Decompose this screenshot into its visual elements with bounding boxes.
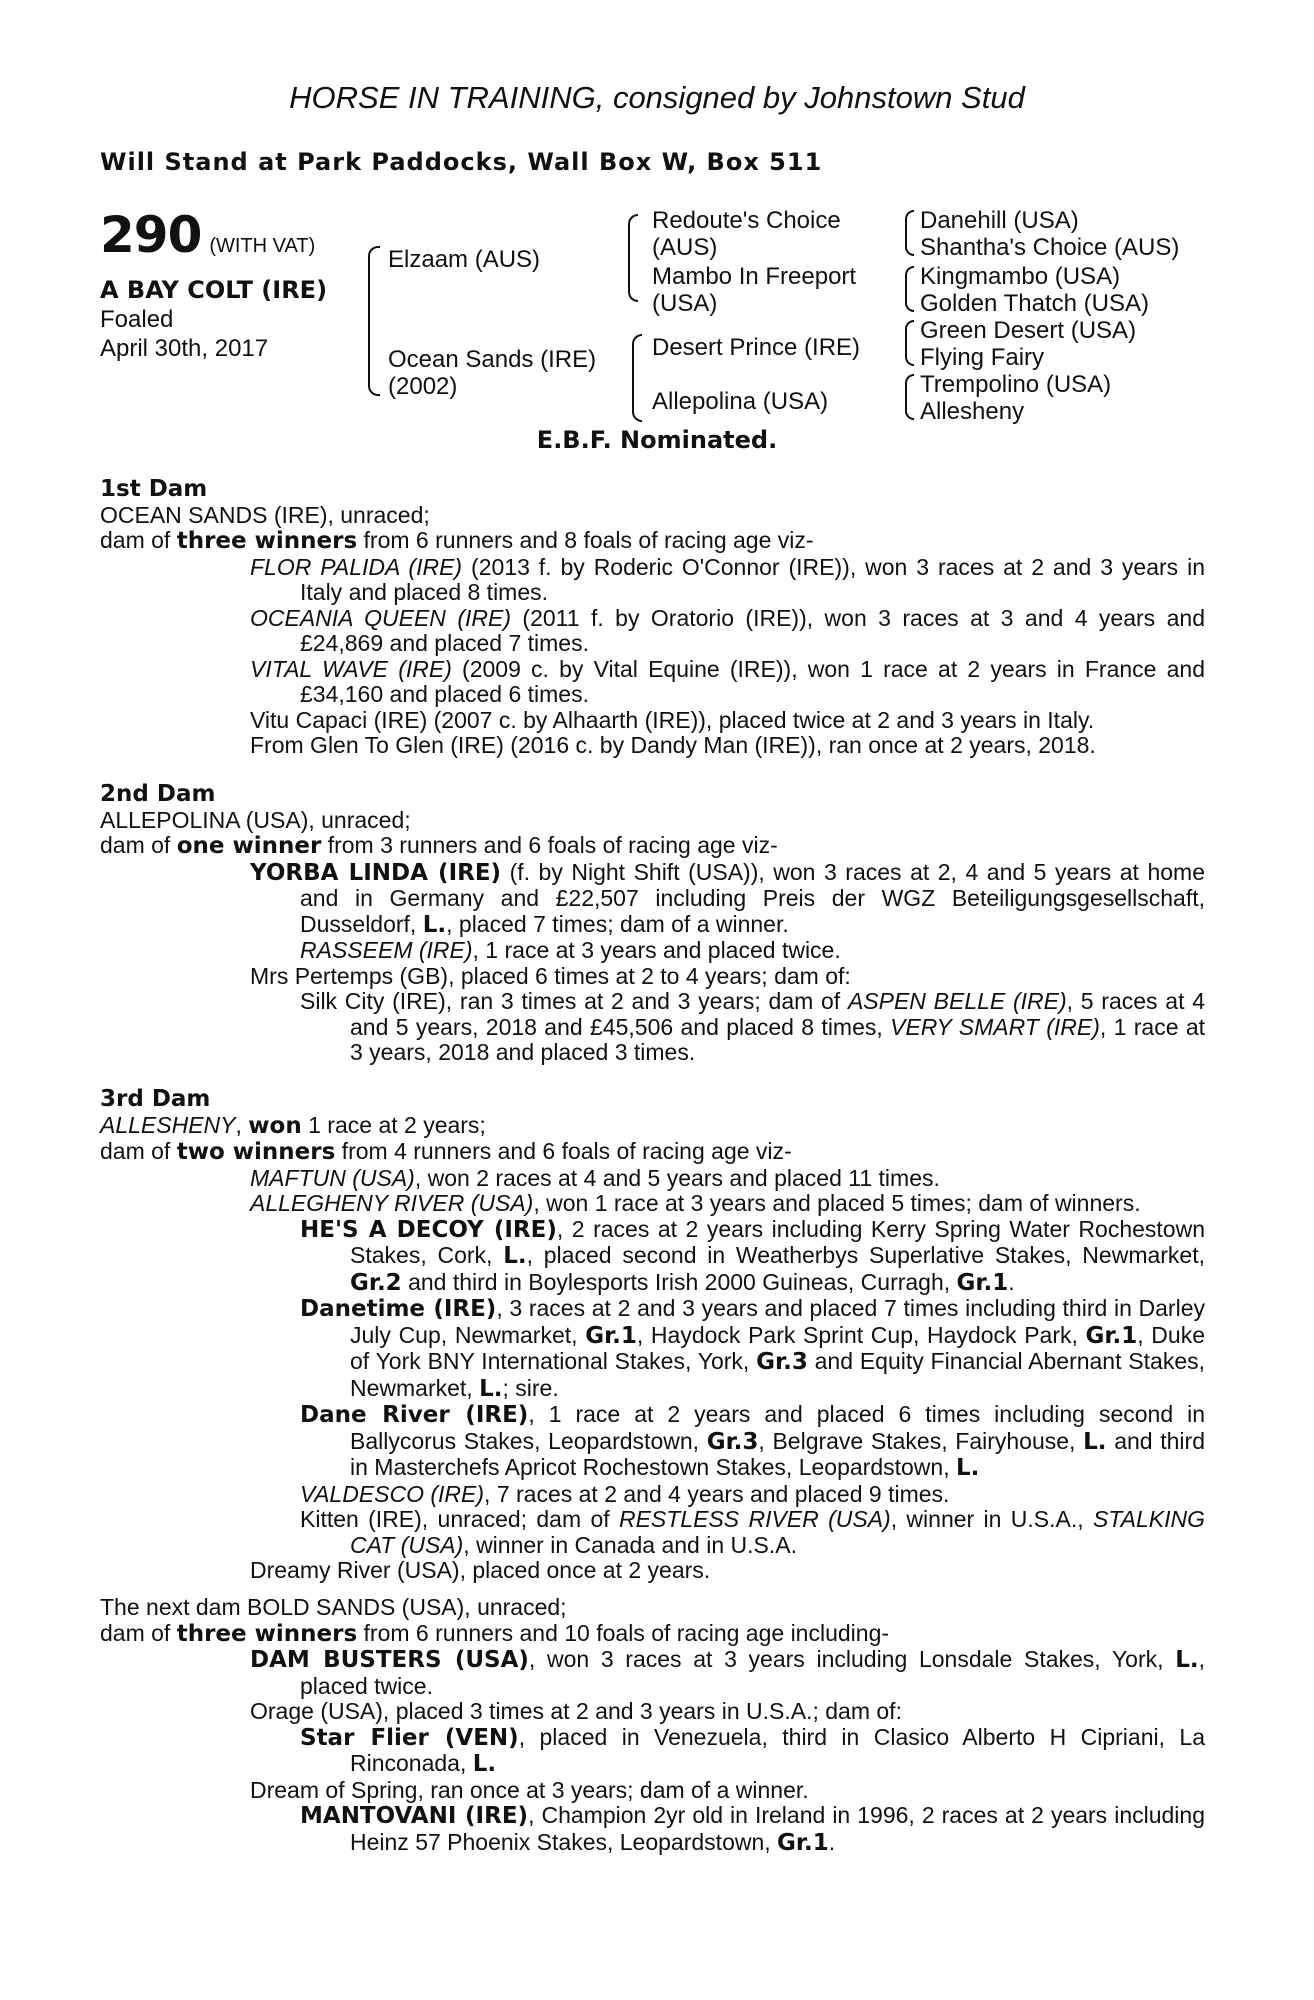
second-dam-heading: 2nd Dam: [100, 781, 216, 807]
sire-dam-brace: [368, 246, 380, 396]
pedigree-sire-dam-line2: (USA): [652, 290, 718, 317]
third-dam-produce-item: Danetime (IRE), 3 races at 2 and 3 years and placed 7 times including third in Darley July Cup, Newmarket, Gr.1, Haydock Park Sprint Cup, Haydock Park, Gr.1, Duke of York BNY International Stakes, York, Gr.3 and Equity Financial Abernant Stakes, Newmarket, L.; sire.: [300, 1295, 1206, 1402]
pedigree-sire: Elzaam (AUS): [388, 246, 541, 273]
pedigree-dam-year: (2002): [388, 373, 458, 400]
pedigree-ddd: Allesheny: [920, 398, 1025, 425]
brace-3a: [905, 210, 914, 256]
pedigree-dam-name: Ocean Sands (IRE): [388, 346, 597, 373]
pedigree-dam: [388, 346, 596, 400]
second-dam-produce-item: Mrs Pertemps (GB), placed 6 times at 2 to 4 years; dam of:: [250, 962, 851, 989]
third-dam-produce-item: ALLEGHENY RIVER (USA), won 1 race at 3 years and placed 5 times; dam of winners.: [250, 1190, 1141, 1216]
next-dam-produce-item: MANTOVANI (IRE), Champion 2yr old in Ireland in 1996, 2 races at 2 years including Heinz 57 Phoenix Stakes, Leopardstown, Gr.1.: [300, 1802, 1205, 1856]
ebf-nominated: E.B.F. Nominated.: [536, 426, 778, 454]
foaled-label: Foaled: [100, 306, 174, 333]
lot-number: 290: [100, 206, 202, 264]
pedigree-dds: Trempolino (USA): [920, 371, 1112, 398]
next-dam-name: The next dam BOLD SANDS (USA), unraced;: [100, 1594, 567, 1620]
third-dam-produce-item: MAFTUN (USA), won 2 races at 4 and 5 years and placed 11 times.: [250, 1164, 940, 1191]
dam-parents-brace: [632, 334, 642, 422]
next-dam-section: [100, 1595, 1205, 1856]
pedigree-dam-sire: Desert Prince (IRE): [652, 334, 861, 361]
pedigree-dss: Green Desert (USA): [920, 317, 1137, 344]
pedigree-dsd: Flying Fairy: [920, 344, 1045, 371]
first-dam-name: OCEAN SANDS (IRE), unraced;: [100, 501, 430, 528]
next-dam-produce-item: Dream of Spring, ran once at 3 years; dam of a winner.: [250, 1776, 809, 1803]
pedigree-sire-dam: [652, 263, 856, 317]
next-dam-produce-summary: dam of three winners from 6 runners and 10 foals of racing age including-: [100, 1619, 890, 1647]
pedigree-sire-sire-line2: (AUS): [652, 234, 718, 261]
third-dam-name: ALLESHENY, won 1 race at 2 years;: [100, 1111, 486, 1139]
pedigree-sire-dam-line1: Mambo In Freeport: [652, 263, 857, 290]
first-dam-produce-item: OCEANIA QUEEN (IRE) (2011 f. by Oratorio (IRE)), won 3 races at 3 and 4 years and £24,869 and placed 7 times.: [250, 604, 1205, 656]
brace-3b: [905, 266, 914, 312]
second-dam-produce-item: YORBA LINDA (IRE) (f. by Night Shift (USA)), won 3 races at 2, 4 and 5 years at home and in Germany and £22,507 including Preis der WGZ Beteiligungsgesellschaft, Dusseldorf, L., placed 7 times; dam of a winner.: [250, 858, 1205, 938]
first-dam-produce-item: From Glen To Glen (IRE) (2016 c. by Dandy Man (IRE)), ran once at 2 years, 2018.: [250, 732, 1096, 758]
next-dam-produce-item: Star Flier (VEN), placed in Venezuela, third in Clasico Alberto H Cipriani, La Rinconada, L.: [300, 1723, 1205, 1777]
pedigree-sds: Kingmambo (USA): [920, 263, 1121, 290]
foaled-date: April 30th, 2017: [100, 335, 269, 362]
brace-3d: [905, 374, 914, 420]
second-dam-produce-summary: dam of one winner from 3 runners and 6 foals of racing age viz-: [100, 832, 778, 859]
pedigree-sire-sire: [652, 207, 841, 261]
next-dam-produce-item: DAM BUSTERS (USA), won 3 races at 3 years including Lonsdale Stakes, York, L., placed twice.: [250, 1646, 1205, 1699]
pedigree-sire-sire-line1: Redoute's Choice: [652, 207, 841, 234]
pedigree-sdd: Golden Thatch (USA): [920, 290, 1149, 317]
third-dam-produce-item: VALDESCO (IRE), 7 races at 2 and 4 years and placed 9 times.: [300, 1480, 950, 1507]
third-dam-produce-item: Kitten (IRE), unraced; dam of RESTLESS RIVER (USA), winner in U.S.A., STALKING CAT (USA), winner in Canada and in U.S.A.: [300, 1506, 1205, 1558]
third-dam-heading: 3rd Dam: [100, 1086, 211, 1112]
next-dam-produce-item: Orage (USA), placed 3 times at 2 and 3 years in U.S.A.; dam of:: [250, 1698, 902, 1724]
second-dam-section: [100, 782, 1205, 1066]
third-dam-produce-item: Dane River (IRE), 1 race at 2 years and placed 6 times including second in Ballycorus Stakes, Leopardstown, Gr.3, Belgrave Stakes, Fairyhouse, L. and third in Masterchefs Apricot Rochestown Stakes, Leopardstown, L.: [300, 1401, 1205, 1481]
third-dam-produce-item: Dreamy River (USA), placed once at 2 years.: [250, 1557, 711, 1583]
first-dam-heading: 1st Dam: [100, 476, 208, 502]
brace-3c: [905, 320, 914, 366]
pedigree-sss: Danehill (USA): [920, 207, 1079, 234]
catalogue-header-title: HORSE IN TRAINING, consigned by Johnstown Stud: [289, 80, 1025, 115]
pedigree-ssd: Shantha's Choice (AUS): [920, 234, 1180, 261]
lot-heading: [100, 206, 315, 264]
stand-location: Will Stand at Park Paddocks, Wall Box W, Box 511: [100, 148, 823, 176]
second-dam-produce-item: RASSEEM (IRE), 1 race at 3 years and placed twice.: [300, 937, 841, 963]
sire-parents-brace: [628, 214, 638, 302]
second-dam-name: ALLEPOLINA (USA), unraced;: [100, 806, 411, 833]
third-dam-produce-item: HE'S A DECOY (IRE), 2 races at 2 years including Kerry Spring Water Rochestown Stakes, Cork, L., placed second in Weatherbys Superlative Stakes, Newmarket, Gr.2 and third in Boylesports Irish 2000 Guineas, Curragh, Gr.1.: [300, 1215, 1205, 1296]
first-dam-section: [100, 477, 1205, 759]
first-dam-produce-item: VITAL WAVE (IRE) (2009 c. by Vital Equine (IRE)), won 1 race at 2 years in France and £34,160 and placed 6 times.: [250, 655, 1205, 707]
lot-vat: (WITH VAT): [209, 235, 316, 257]
third-dam-section: [100, 1087, 1205, 1584]
horse-name: A BAY COLT (IRE): [100, 276, 328, 304]
first-dam-produce-summary: dam of three winners from 6 runners and 8 foals of racing age viz-: [100, 527, 814, 554]
third-dam-produce-summary: dam of two winners from 4 runners and 6 foals of racing age viz-: [100, 1138, 792, 1165]
first-dam-produce-item: FLOR PALIDA (IRE) (2013 f. by Roderic O'Connor (IRE)), won 3 races at 2 and 3 years in Italy and placed 8 times.: [250, 553, 1206, 605]
second-dam-produce-item: Silk City (IRE), ran 3 times at 2 and 3 years; dam of ASPEN BELLE (IRE), 5 races at 4 and 5 years, 2018 and £45,506 and placed 8 times, VERY SMART (IRE), 1 race at 3 years, 2018 and placed 3 times.: [300, 988, 1205, 1065]
horse-description: [100, 276, 327, 363]
pedigree-dam-dam: Allepolina (USA): [652, 388, 829, 415]
first-dam-produce-item: Vitu Capaci (IRE) (2007 c. by Alhaarth (IRE)), placed twice at 2 and 3 years in Italy.: [250, 706, 1095, 733]
